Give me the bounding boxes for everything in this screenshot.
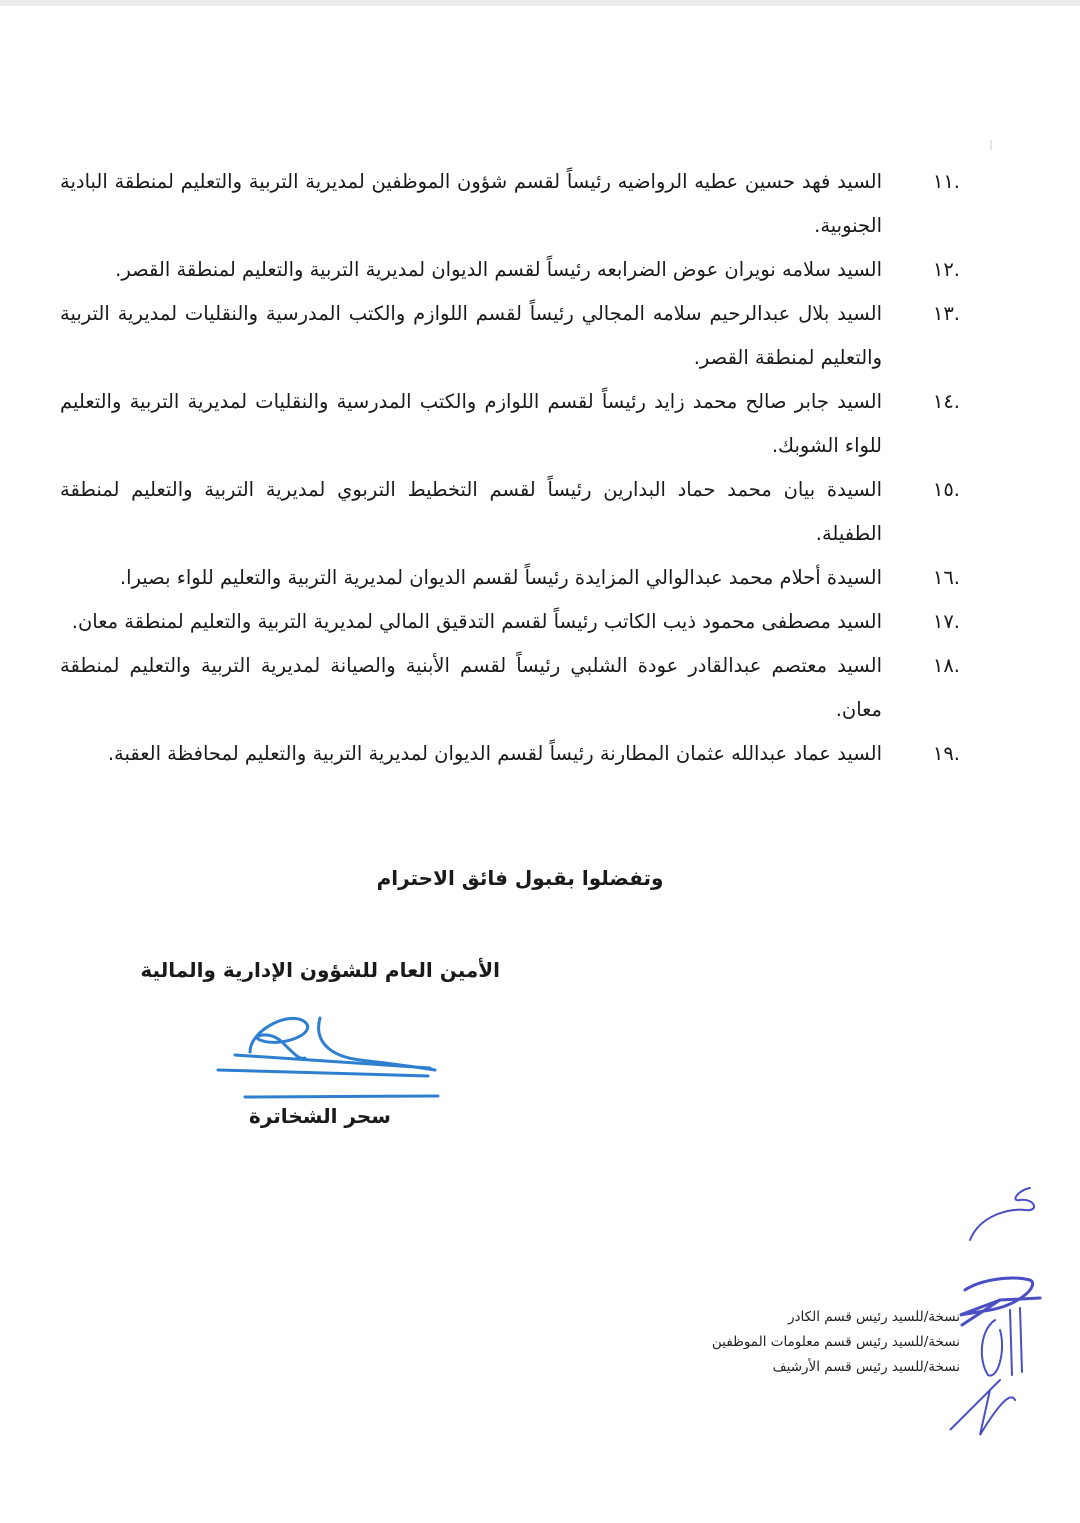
closing-remark: وتفضلوا بقبول فائق الاحترام (376, 866, 664, 890)
item-text: السيد سلامه نويران عوض الضرابعه رئيساً لقسم الديوان لمديرية التربية والتعليم لمنطقة القصر. (115, 258, 882, 281)
item-number: .١٥ (932, 478, 960, 501)
item-number: .١٧ (932, 610, 960, 633)
item-text: السيد معتصم عبدالقادر عودة الشلبي رئيساً لقسم الأبنية والصيانة لمديرية التربية والتعليم لمنطقة معان. (60, 654, 882, 721)
copy-recipient: نسخة/للسيد رئيس قسم معلومات الموظفين (711, 1334, 960, 1350)
handwritten-initials (940, 1180, 1060, 1440)
item-text: السيد بلال عبدالرحيم سلامه المجالي رئيساً لقسم اللوازم والكتب المدرسية والنقليات لمديرية التربية والتعليم لمنطقة القصر. (60, 302, 882, 369)
list-item (60, 380, 960, 468)
list-item (60, 600, 960, 644)
appointments-list (60, 160, 960, 776)
item-number: .١٨ (932, 654, 960, 677)
item-number: .١٣ (932, 302, 960, 325)
item-text: السيدة أحلام محمد عبدالوالي المزايدة رئيساً لقسم الديوان لمديرية التربية والتعليم للواء بصيرا. (119, 566, 882, 589)
item-number: .١٢ (932, 258, 960, 281)
copies-list (680, 1305, 960, 1380)
signatory-title: الأمين العام للشؤون الإدارية والمالية (140, 958, 500, 982)
copy-recipient: نسخة/للسيد رئيس قسم الكادر (788, 1309, 960, 1325)
item-number: .١٩ (932, 742, 960, 765)
signatory-name: سحر الشخاترة (249, 1104, 391, 1128)
list-item (60, 292, 960, 380)
list-item (60, 468, 960, 556)
handwritten-signature (210, 1000, 450, 1110)
list-item (60, 160, 960, 248)
list-item (60, 248, 960, 292)
item-text: السيد عماد عبدالله عثمان المطارنة رئيساً لقسم الديوان لمديرية التربية والتعليم لمحافظة العقبة. (107, 742, 882, 765)
item-number: .١١ (932, 170, 960, 193)
top-bar (0, 0, 1080, 6)
item-number: .١٦ (932, 566, 960, 589)
item-text: السيد جابر صالح محمد زايد رئيساً لقسم اللوازم والكتب المدرسية والنقليات لمديرية التربية والتعليم للواء الشوبك. (60, 390, 882, 457)
list-item (60, 556, 960, 600)
copy-recipient: نسخة/للسيد رئيس قسم الأرشيف (772, 1359, 960, 1375)
list-item (60, 644, 960, 732)
item-text: السيد فهد حسين عطيه الرواضيه رئيساً لقسم شؤون الموظفين لمديرية التربية والتعليم لمنطقة البادية الجنوبية. (60, 170, 882, 237)
list-item (60, 732, 960, 776)
item-text: السيد مصطفى محمود ذيب الكاتب رئيساً لقسم التدقيق المالي لمديرية التربية والتعليم لمنطقة معان. (71, 610, 882, 633)
item-number: .١٤ (932, 390, 960, 413)
item-text: السيدة بيان محمد حماد البدارين رئيساً لقسم التخطيط التربوي لمديرية التربية والتعليم لمنطقة الطفيلة. (60, 478, 882, 545)
scan-mark (990, 140, 992, 150)
